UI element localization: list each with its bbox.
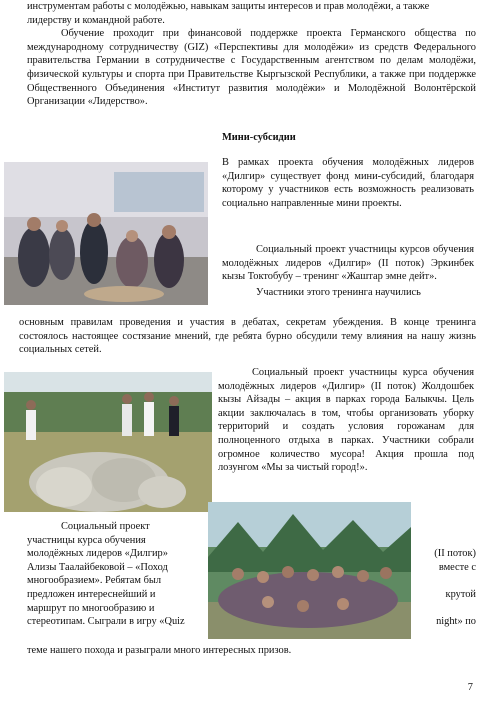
project3-right-6: night» по bbox=[436, 615, 476, 627]
project3-line-1: Социальный проект bbox=[61, 521, 150, 532]
project1-paragraph-2-rest: основным правилам проведения и участия в дебатах, секретам убеждения. В конце тренинга состоялось настоящее состязание мнений, где ребята бурно обсудили тему влияния на нашу жизнь социальных сетей. bbox=[19, 317, 476, 356]
project2-paragraph: Социальный проект участницы курса обучения молодёжных лидеров «Дилгир» (II поток) Жолдошбек кызы Айзады – акция в парках города Балыкчы. Цель акции заключалась в том, чтобы организовать уборку территорий и создать условия горожанам для полноценного отдыха в парках. Участники собрали огромное количество мусора! Акция прошла под лозунгом «Мы за чистый город!». bbox=[218, 367, 474, 474]
project2-block bbox=[218, 366, 474, 475]
cleanup-photo bbox=[4, 372, 212, 512]
intro-line-1: инструментам работы с молодёжью, навыкам защиты интересов и прав молодёжи, а также bbox=[27, 1, 430, 12]
project3-right-4: крутой bbox=[445, 588, 476, 600]
project3-line-7: маршрут по многообразию и bbox=[27, 602, 155, 614]
section-heading: Мини-субсидии bbox=[222, 132, 296, 143]
training-photo bbox=[4, 162, 208, 305]
project3-line-6: предложен интереснейший и bbox=[27, 588, 156, 600]
project3-line-5: многообразием». Ребятам был bbox=[27, 575, 162, 587]
intro-funding-paragraph: Обучение проходит при финансовой поддержке проекта Германского общества по международному сотрудничеству (GIZ) «Перспективы для молодёжи» из средств Федерального правительства Германии в сотрудничестве с Государственным агентством по делам молодёжи, физической культуры и спорта при Правительстве Кыргызской Республики, а также при поддержке Общественного Объединения «Институт развития молодёжи» и Молодёжной Волонтёрской Организации «Лидерство». bbox=[27, 28, 476, 108]
intro-line-2: лидерству и командной работе. bbox=[27, 14, 165, 26]
project3-right-2: вместе с bbox=[438, 561, 476, 573]
project1-paragraph: Социальный проект участницы курсов обучения молодёжных лидеров «Дилгир» (II поток) Эркинбек кызы Токтобубу – тренинг «Жаштар эмне дейт». bbox=[222, 244, 474, 283]
project3-line-4: Ализы Таалайбековой – «Поход bbox=[27, 561, 168, 573]
project1-block bbox=[222, 243, 474, 299]
project3-right-3 bbox=[414, 574, 476, 588]
hike-group-photo bbox=[208, 502, 411, 639]
project3-line-2: участницы курса обучения bbox=[27, 534, 146, 546]
project3-right-1: (II поток) bbox=[434, 548, 476, 559]
project3-right-column bbox=[414, 547, 476, 629]
project3-right-5 bbox=[414, 601, 476, 615]
intro-block bbox=[27, 0, 476, 109]
project3-final-text: теме нашего похода и разыграли много интересных призов. bbox=[27, 645, 292, 656]
project3-left-column bbox=[27, 520, 202, 629]
section-intro-text: В рамках проекта обучения молодёжных лидеров «Дилгир» существует фонд мини-субсидий, благодаря которому у участников есть возможность реализовать социально направленные мини проекты. bbox=[222, 157, 474, 209]
project3-final-line bbox=[27, 644, 476, 658]
project3-line-3: молодёжных лидеров «Дилгир» bbox=[27, 548, 168, 560]
page-number: 7 bbox=[467, 682, 473, 693]
project1-continuation bbox=[19, 316, 476, 357]
project1-paragraph-2-start: Участники этого тренинга научились bbox=[256, 286, 421, 298]
project3-line-8: стереотипам. Сыграли в игру «Quiz bbox=[27, 616, 185, 628]
section-intro bbox=[222, 156, 474, 210]
